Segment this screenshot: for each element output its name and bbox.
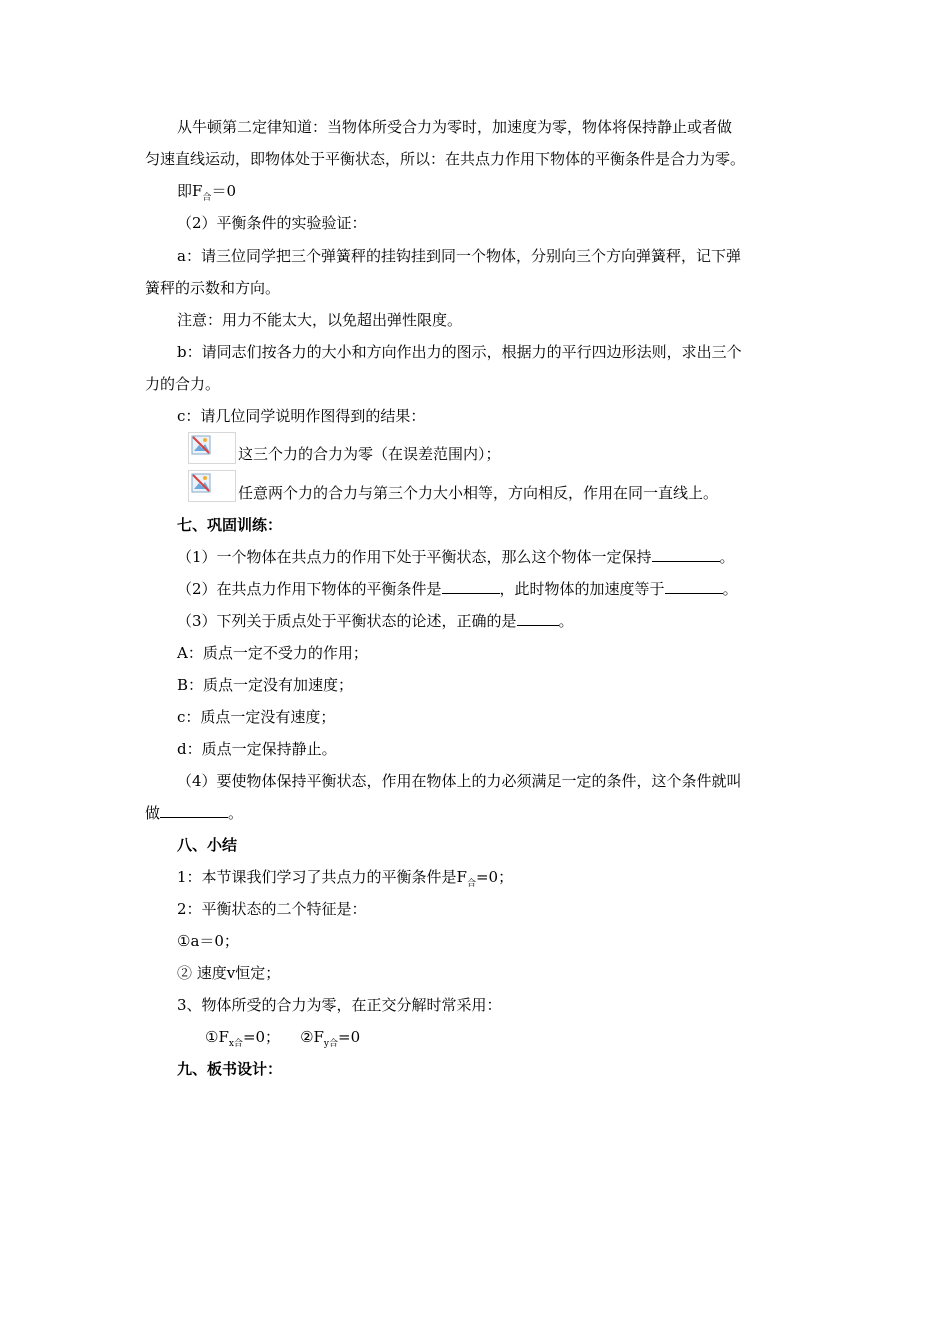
- step-b-line2: 力的合力。: [145, 375, 221, 393]
- question-2-text-b: ，此时物体的加速度等于: [499, 580, 665, 598]
- feature-1: ①a＝0；: [177, 932, 239, 950]
- question-2-end: 。: [722, 580, 738, 598]
- equation-y-subscript: y合: [323, 1039, 339, 1049]
- section-experiment-heading: （2）平衡条件的实验验证：: [177, 214, 367, 232]
- paragraph-newton-law-line2: 匀速直线运动，即物体处于平衡状态，所以：在共点力作用下物体的平衡条件是合力为零。: [145, 150, 746, 168]
- answer-blank[interactable]: [517, 611, 559, 626]
- heading-summary: 八、小结: [177, 836, 238, 854]
- equation-subscript: 合: [202, 193, 212, 203]
- equation-x-prefix: ①F: [205, 1028, 229, 1046]
- summary-1-text: 1：本节课我们学习了共点力的平衡条件是F: [177, 868, 467, 886]
- question-2: [177, 579, 738, 599]
- equation-y-suffix: =0: [338, 1028, 361, 1046]
- heading-practice: 七、巩固训练：: [177, 516, 283, 534]
- step-a-line2: 簧秤的示数和方向。: [145, 279, 281, 297]
- question-4-text: 做: [145, 804, 161, 822]
- answer-blank[interactable]: [665, 579, 723, 594]
- summary-2: 2：平衡状态的二个特征是：: [177, 900, 367, 918]
- option-a: A：质点一定不受力的作用；: [177, 644, 368, 662]
- question-1-end: 。: [719, 548, 735, 566]
- equation-x-subscript: x合: [228, 1039, 243, 1049]
- step-c-line: c：请几位同学说明作图得到的结果：: [177, 407, 426, 425]
- answer-blank[interactable]: [652, 547, 720, 562]
- question-3-text: （3）下列关于质点处于平衡状态的论述，正确的是: [177, 612, 517, 630]
- step-b-line1: b：请同志们按各力的大小和方向作出力的图示，根据力的平行四边形法则，求出三个: [177, 343, 742, 361]
- result-two: 任意两个力的合力与第三个力大小相等，方向相反，作用在同一直线上。: [238, 484, 719, 502]
- option-b: B：质点一定没有加速度；: [177, 676, 354, 694]
- heading-board-design: 九、板书设计：: [177, 1060, 283, 1078]
- question-4-line2: [145, 803, 243, 823]
- question-1-text: （1）一个物体在共点力的作用下处于平衡状态，那么这个物体一定保持: [177, 548, 652, 566]
- broken-image-icon: [188, 470, 236, 502]
- step-a-line1: a：请三位同学把三个弹簧秤的挂钩挂到同一个物体，分别向三个方向弹簧秤，记下弹: [177, 247, 741, 265]
- equation-x-suffix: =0；: [242, 1028, 281, 1046]
- feature-2: ② 速度v恒定；: [177, 964, 281, 982]
- equation-net-force-zero: [177, 181, 236, 204]
- equation-suffix: ＝0: [211, 182, 236, 200]
- option-d: d：质点一定保持静止。: [177, 740, 337, 758]
- summary-3: 3、物体所受的合力为零，在正交分解时常采用：: [177, 996, 502, 1014]
- note-text: 注意：用力不能太大，以免超出弹性限度。: [177, 311, 463, 329]
- equation-y-prefix: ②F: [300, 1028, 324, 1046]
- option-c: c：质点一定没有速度；: [177, 708, 336, 726]
- question-1: [177, 547, 735, 567]
- result-one: 这三个力的合力为零（在误差范围内）；: [238, 445, 501, 463]
- broken-image-icon: [188, 432, 236, 464]
- component-equations: [205, 1027, 360, 1050]
- summary-1-subscript: 合: [466, 879, 476, 889]
- question-4-end: 。: [228, 804, 244, 822]
- question-2-text-a: （2）在共点力作用下物体的平衡条件是: [177, 580, 442, 598]
- summary-1-end: =0；: [475, 868, 514, 886]
- question-4-line1: （4）要使物体保持平衡状态，作用在物体上的力必须满足一定的条件，这个条件就叫: [177, 772, 742, 790]
- summary-1: [177, 867, 513, 890]
- answer-blank[interactable]: [160, 803, 228, 818]
- paragraph-newton-law-line1: 从牛顿第二定律知道：当物体所受合力为零时，加速度为零，物体将保持静止或者做: [177, 118, 733, 136]
- equation-prefix: 即F: [177, 182, 203, 200]
- answer-blank[interactable]: [442, 579, 500, 594]
- question-3: [177, 611, 574, 631]
- question-3-end: 。: [558, 612, 574, 630]
